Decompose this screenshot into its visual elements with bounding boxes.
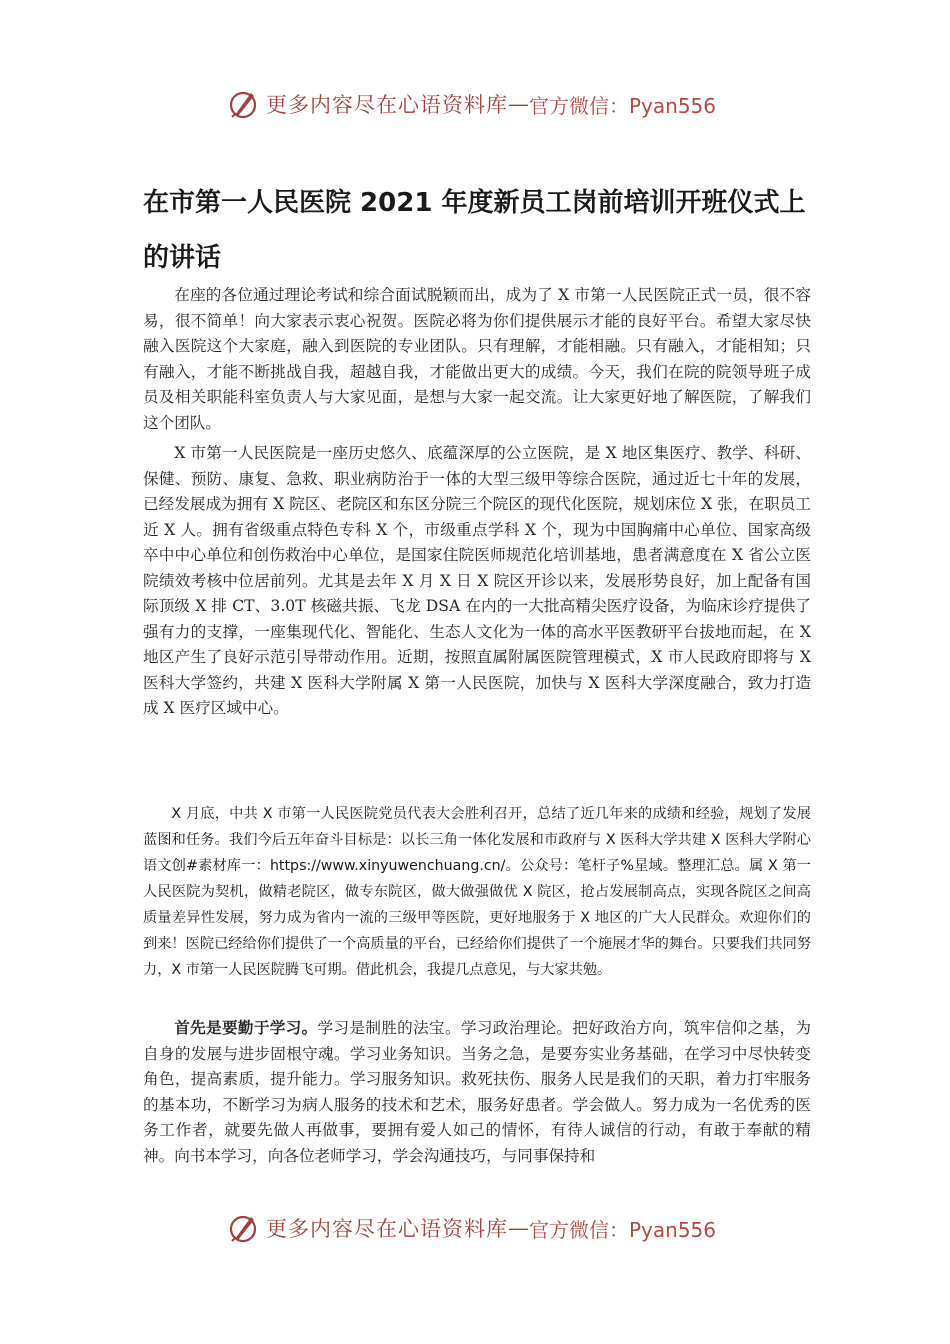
paragraph-study: [143, 1016, 811, 1169]
header-banner: [0, 84, 950, 124]
paragraph-hospital-overview: X 市第一人民医院是一座历史悠久、底蕴深厚的公立医院，是 X 地区集医疗、教学、科研、保健、预防、康复、急救、职业病防治于一体的大型三级甲等综合医院，通过近七十年的发展，已经发展成为拥有 X 院区、老院区和东区分院三个院区的现代化医院，规划床位 X 张，在职员工近 X 人。拥有省级重点特色专科 X 个，市级重点学科 X 个，现为中国胸痛中心单位、国家高级卒中中心单位和创伤救治中心单位，是国家住院医师规范化培训基地，患者满意度在 X 省公立医院绩效考核中位居前列。尤其是去年 X 月 X 日 X 院区开诊以来，发展形势良好，加上配备有国际顶级 X 排 CT、3.0T 核磁共振、飞龙 DSA 在内的一大批高精尖医疗设备，为临床诊疗提供了强有力的支撑，一座集现代化、智能化、生态人文化为一体的高水平医教研平台拔地而起，在 X 地区产生了良好示范引导带动作用。近期，按照直属附属医院管理模式，X 市人民政府即将与 X 医科大学签约，共建 X 医科大学附属 X 第一人民医院，加快与 X 医科大学深度融合，致力打造成 X 医疗区域中心。: [143, 444, 811, 717]
quill-circle-logo-icon: [226, 87, 260, 121]
banner-separator: —: [508, 92, 529, 116]
paragraph-study-body: 学习是制胜的法宝。学习政治理论。把好政治方向，筑牢信仰之基，为自身的发展与进步固根守魂。学习业务知识。当务之急，是要夯实业务基础，在学习中尽快转变角色，提高素质，提升能力。学习服务知识。救死扶伤、服务人民是我们的天职，着力打牢服务的基本功，不断学习为病人服务的技术和艺术，服务好患者。学会做人。努力成为一名优秀的医务工作者，就要先做人再做事，要拥有爱人如己的情怀，有待人诚信的行动，有敢于奉献的精神。向书本学习，向各位老师学习，学会沟通技巧，与同事保持和: [143, 1019, 811, 1165]
paragraph-study-lead: 首先是要勤于学习。: [174, 1019, 318, 1037]
banner-wechat-text: 官方微信：Pyan556: [529, 93, 717, 118]
footer-banner: [0, 1208, 950, 1248]
quill-circle-logo-icon: [226, 1211, 260, 1245]
document-title: 在市第一人民医院 2021 年度新员工岗前培训开班仪式上的讲话: [143, 188, 806, 273]
paragraph-goals: X 月底，中共 X 市第一人民医院党员代表大会胜利召开，总结了近几年来的成绩和经验，规划了发展蓝图和任务。我们今后五年奋斗目标是：以长三角一体化发展和市政府与 X 医科大学共建 X 医科大学附心语文创#素材库一：https://www.xinyuwenchuang.cn/。公众号：笔杆子%星域。整理汇总。属 X 第一人民医院为契机，做精老院区，做专东院区，做大做强做优 X 院区，抢占发展制高点，实现各院区之间高质量差异性发展，努力成为省内一流的三级甲等医院，更好地服务于 X 地区的广大人民群众。欢迎你们的到来！医院已经给你们提供了一个高质量的平台，已经给你们提供了一个施展才华的舞台。只要我们共同努力，X 市第一人民医院腾飞可期。借此机会，我提几点意见，与大家共勉。: [143, 806, 811, 978]
banner-site-text: 更多内容尽在心语资料库: [266, 93, 508, 117]
banner-separator: —: [508, 1216, 529, 1240]
banner-wechat-text: 官方微信：Pyan556: [529, 1217, 717, 1242]
banner-site-text: 更多内容尽在心语资料库: [266, 1217, 508, 1241]
paragraph-intro: 在座的各位通过理论考试和综合面试脱颖而出，成为了 X 市第一人民医院正式一员，很不容易，很不简单！向大家表示衷心祝贺。医院必将为你们提供展示才能的良好平台。希望大家尽快融入医院这个大家庭，融入到医院的专业团队。只有理解，才能相融。只有融入，才能相知；只有融入，才能不断挑战自我，超越自我，才能做出更大的成绩。今天，我们在院的院领导班子成员及相关职能科室负责人与大家见面，是想与大家一起交流。让大家更好地了解医院，了解我们这个团队。: [143, 286, 811, 432]
